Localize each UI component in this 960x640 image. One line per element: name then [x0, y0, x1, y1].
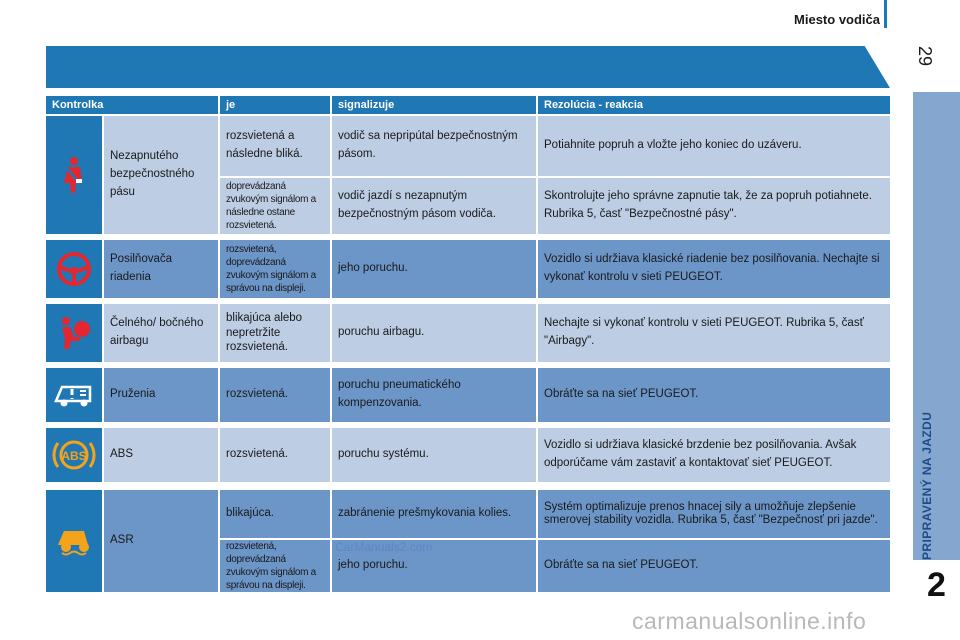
page-header-title: Miesto vodiča: [794, 12, 880, 27]
indicator-signals: vodič sa nepripútal bezpečnostným pásom.: [332, 116, 536, 176]
abs-icon: [52, 435, 96, 475]
warning-icon-cell: [46, 490, 102, 592]
indicator-action: Systém optimalizuje prenos hnacej sily a umožňuje zlepšenie smerovej stability vozidla. Rubrika 5, časť "Bezpečnosť pri jazde".: [538, 490, 890, 538]
indicator-signals: vodič jazdí s nezapnutým bezpečnostným pásom vodiča.: [332, 178, 536, 234]
chapter-number: 2: [913, 562, 960, 608]
column-header-signalizuje: signalizuje: [332, 96, 536, 114]
indicator-action: Vozidlo si udržiava klasické brzdenie bez posilňovania. Avšak odporúčame vám zastaviť a kontaktovať sieť PEUGEOT.: [538, 428, 890, 482]
watermark-large: carmanualsonline.info: [632, 608, 867, 634]
indicator-action: Potiahnite popruh a vložte jeho koniec do uzáveru.: [538, 116, 890, 176]
indicator-signals: zabránenie prešmykovania kolies.: [332, 490, 536, 538]
indicator-action: Obráťte sa na sieť PEUGEOT.: [538, 540, 890, 592]
indicator-state: rozsvietená.: [220, 428, 330, 482]
column-header-rezolucia: Rezolúcia - reakcia: [538, 96, 890, 114]
indicator-name: Čelného/ bočného airbagu: [104, 304, 218, 362]
warning-icon-cell: [46, 368, 102, 422]
indicator-state: rozsvietená, doprevádzaná zvukovým signálom a správou na displeji.: [220, 240, 330, 298]
indicator-action: Obráťte sa na sieť PEUGEOT.: [538, 368, 890, 422]
indicator-signals: poruchu airbagu.: [332, 304, 536, 362]
warning-icon-cell: [46, 304, 102, 362]
indicator-signals: jeho poruchu.: [332, 240, 536, 298]
indicator-name: Posilňovača riadenia: [104, 240, 218, 298]
page-number: 29: [915, 45, 935, 67]
indicator-state: rozsvietená a následne bliká.: [220, 116, 330, 176]
asr-icon: [54, 525, 94, 557]
indicator-signals: poruchu pneumatického kompenzovania.: [332, 368, 536, 422]
column-header-kontrolka: Kontrolka: [46, 96, 218, 114]
indicator-state: doprevádzaná zvukovým signálom a následne ostane rozsvietená.: [220, 178, 330, 234]
indicator-action: Vozidlo si udržiava klasické riadenie bez posilňovania. Nechajte si vykonať kontrolu v sieti PEUGEOT.: [538, 240, 890, 298]
indicator-signals: poruchu systému.: [332, 428, 536, 482]
svg-text:ABS: ABS: [61, 449, 87, 463]
indicator-state: blikajúca.: [220, 490, 330, 538]
chapter-label: [920, 540, 934, 560]
indicator-state: blikajúca alebo nepretržite rozsvietená.: [220, 304, 330, 362]
indicator-action: Nechajte si vykonať kontrolu v sieti PEUGEOT. Rubrika 5, časť "Airbagy".: [538, 304, 890, 362]
warning-icon-cell: [46, 116, 102, 234]
header-rule: [884, 0, 887, 28]
airbag-icon: [54, 313, 94, 353]
indicator-state: rozsvietená.: [220, 368, 330, 422]
indicator-state: rozsvietená, doprevádzaná zvukovým signálom a správou na displeji.: [220, 540, 330, 592]
indicator-action: Skontrolujte jeho správne zapnutie tak, že za popruh potiahnete. Rubrika 5, časť "Bezpečnostné pásy".: [538, 178, 890, 234]
indicator-name: ASR: [104, 490, 218, 592]
suspension-icon: [52, 379, 96, 411]
title-banner: [46, 46, 890, 88]
indicator-signals: jeho poruchu.: [332, 540, 536, 592]
indicator-name: Pruženia: [104, 368, 218, 422]
indicator-name: ABS: [104, 428, 218, 482]
warning-icon-cell: [46, 428, 102, 482]
warning-icon-cell: [46, 240, 102, 298]
column-header-je: je: [220, 96, 330, 114]
watermark-small: CarManuals2.com: [335, 540, 433, 554]
steering-wheel-icon: [54, 249, 94, 289]
seatbelt-icon: [54, 155, 94, 195]
indicator-name: Nezapnutého bezpečnostného pásu: [104, 116, 218, 234]
